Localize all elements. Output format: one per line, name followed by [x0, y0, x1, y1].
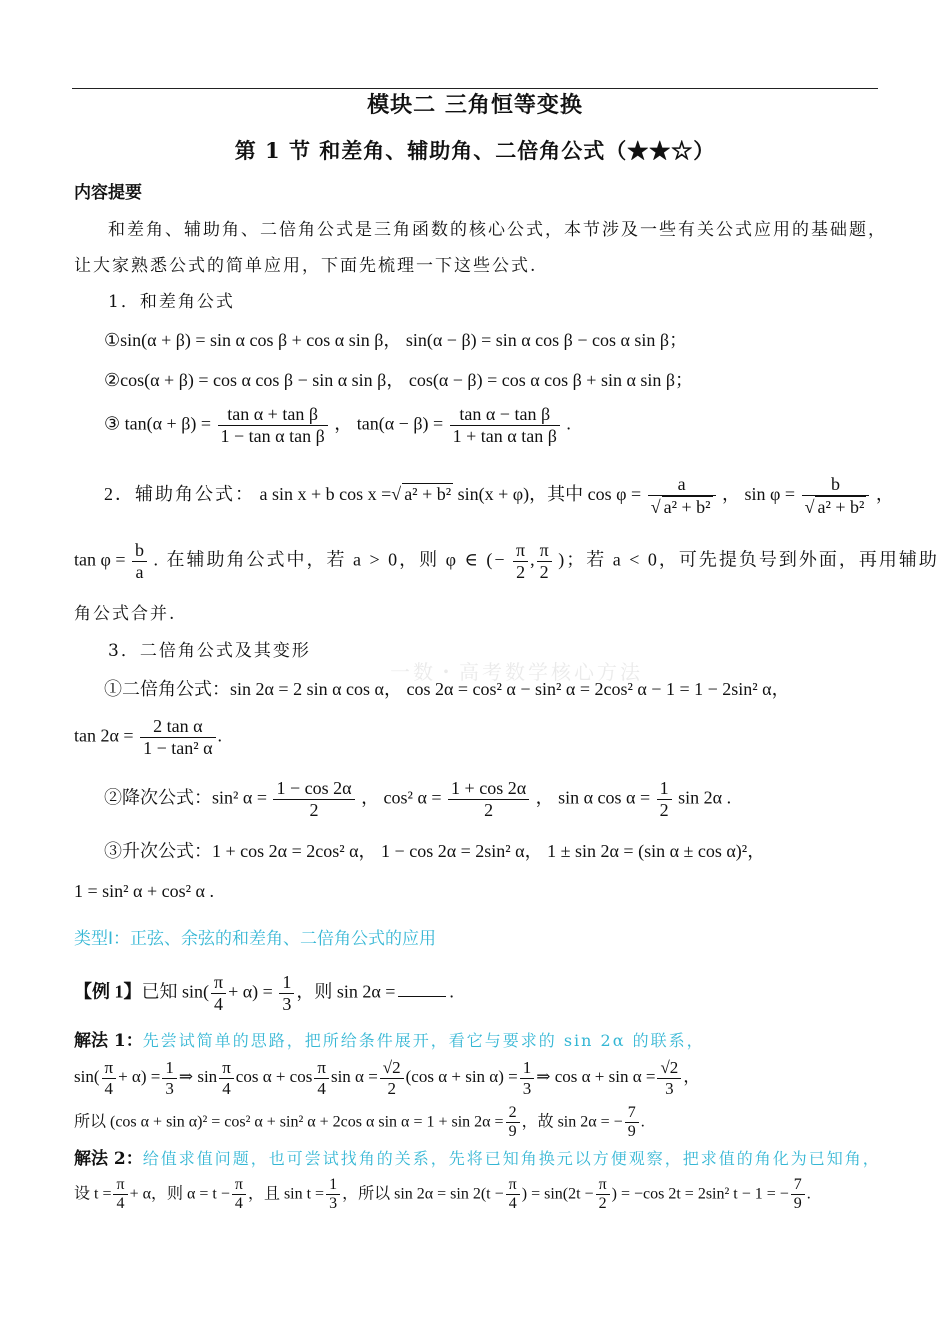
formula-tan-sum-lhs: ③ tan(α + β) = [104, 413, 212, 434]
pi-over-two-fraction [596, 1176, 610, 1214]
pi-over-four-fraction [102, 1058, 117, 1098]
pi-over-four-fraction [506, 1176, 520, 1214]
fraction-numerator: π [219, 1058, 234, 1079]
math-text: + α，则 α = t − [129, 1185, 230, 1203]
fraction-denominator: 3 [282, 993, 292, 1014]
aux-formula: a sin x + b cos x = [259, 483, 392, 504]
aux-comma: ， [875, 483, 894, 504]
solution1-header [74, 1031, 880, 1051]
fraction-numerator: 2 [506, 1104, 520, 1123]
fraction-denominator: 4 [508, 1195, 517, 1213]
pythagorean-identity: 1 = sin² α + cos² α . [74, 881, 214, 901]
formula-end: . [806, 1185, 811, 1203]
math-text: ，故 sin 2α = − [521, 1113, 623, 1131]
sum-diff-formula-2 [104, 370, 910, 392]
fraction-numerator: 1 + cos 2α [448, 778, 529, 800]
formula-end: . [566, 413, 571, 434]
fraction-numerator: √2 [657, 1058, 681, 1079]
aux-tan-line: tan φ = $\frac{b}{a}$ . 在辅助角公式中，若 a > 0，则 φ ∈ (− $\frac{\pi}{2}$ , $\frac{\pi}{2}$ )；若 a < 0，可先提负号到外面，再用辅助 [74, 540, 939, 582]
solution1-line2 [74, 1058, 880, 1098]
math-text: sin α = [330, 1066, 378, 1086]
cos-square-fraction [448, 778, 529, 820]
tan-phi-fraction [132, 540, 147, 582]
fraction-numerator: a [648, 474, 716, 496]
fraction-denominator: 1 − tan² α [143, 737, 213, 758]
cos-phi-fraction [648, 474, 716, 517]
fraction-numerator: π [102, 1058, 117, 1079]
math-text: + α) = [118, 1066, 161, 1086]
sum-diff-heading: 1．和差角公式 [108, 292, 235, 312]
math-text: sin( [74, 1066, 100, 1086]
fraction-denominator: √ a² + b² [650, 496, 711, 517]
fraction-numerator: π [596, 1176, 610, 1195]
tan-double-fraction [140, 716, 215, 758]
tan-phi-lhs: tan φ = [74, 549, 126, 570]
math-text: ，所以 sin 2α = sin 2(t − [342, 1185, 504, 1203]
fraction-numerator: b [132, 540, 147, 562]
sqrt2-over-three-fraction [657, 1058, 681, 1098]
fraction-numerator: b [802, 474, 870, 496]
sin-phi-fraction [802, 474, 870, 517]
seven-ninths-fraction [625, 1104, 639, 1142]
double-formula-1: ①二倍角公式：sin 2α = 2 sin α cos α， cos 2α = cos² α − sin² α = 2cos² α − 1 = 1 − 2sin² α， [104, 679, 790, 699]
module-title: 模块二 三角恒等变换 [367, 92, 583, 118]
fraction-numerator: π [113, 1176, 127, 1195]
pi-over-four-fraction [113, 1176, 127, 1214]
formula-tan-sum-fraction [218, 404, 328, 446]
pi-over-two-fraction [513, 540, 528, 582]
fraction-denominator: 2 [539, 561, 549, 582]
half-fraction [657, 778, 672, 820]
solution2-header [74, 1149, 880, 1169]
math-text: ⇒ sin [178, 1066, 218, 1086]
one-third-fraction [279, 972, 294, 1014]
fraction-numerator: 7 [625, 1104, 639, 1123]
example-text: + α) = [228, 981, 273, 1002]
example-1 [74, 972, 880, 1014]
fraction-denominator: 9 [627, 1123, 636, 1141]
fraction-denominator: 9 [793, 1195, 802, 1213]
sin-cos-lhs: ， sin α cos α = [535, 787, 651, 808]
solution2-line2 [74, 1176, 880, 1214]
fraction-numerator: 1 [520, 1058, 535, 1079]
cos-square-lhs: ， cos² α = [361, 787, 442, 808]
math-text: 所以 (cos α + sin α)² = cos² α + sin² α + 2cos α sin α = 1 + sin 2α = [74, 1113, 504, 1131]
fraction-numerator: 7 [791, 1176, 805, 1195]
fraction-denominator: 1 − tan α tan β [220, 425, 325, 446]
math-text: ，且 sin t = [247, 1185, 325, 1203]
double-tan-line [74, 716, 880, 758]
fraction-numerator: tan α − tan β [450, 404, 560, 426]
sin-square-fraction [273, 778, 354, 820]
fraction-numerator: 1 [657, 778, 672, 800]
solution2-label: 解法 2： [74, 1149, 143, 1169]
double-heading: 3．二倍角公式及其变形 [108, 641, 311, 661]
math-text: (cos α + sin α) = [405, 1066, 518, 1086]
formula-tan-diff-lhs: ， tan(α − β) = [334, 413, 444, 434]
formula-cos-diff: cos(α − β) = cos α cos β + sin α sin β； [408, 370, 694, 390]
example-label: 【例 1】 [74, 981, 142, 1002]
sqrt-body: a² + b² [404, 483, 452, 504]
watermark: 一数・高考数学核心方法 [390, 660, 643, 684]
solution1-line3 [74, 1104, 880, 1142]
solution1-label: 解法 1： [74, 1031, 143, 1051]
formula-end: . [217, 725, 223, 746]
pi-over-four-fraction [219, 1058, 234, 1098]
fraction-numerator: 2 tan α [140, 716, 215, 738]
formula-sin-sum: ①sin(α + β) = sin α cos β + cos α sin β， [104, 330, 402, 350]
formula-end: . [640, 1113, 645, 1131]
fraction-denominator: 4 [214, 993, 224, 1014]
fraction-numerator: tan α + tan β [218, 404, 328, 426]
fraction-numerator: 1 [326, 1176, 340, 1195]
formula-tan-diff-fraction [450, 404, 560, 446]
aux-text-mid: . 在辅助角公式中，若 a > 0，则 φ ∈ (− [153, 549, 507, 570]
fraction-denominator: 2 [516, 561, 526, 582]
fraction-denominator: 4 [317, 1078, 326, 1098]
aux-text-end: )；若 a < 0，可先提负号到外面，再用辅助 [558, 549, 939, 570]
fraction-numerator: √2 [380, 1058, 404, 1079]
solution1-hint: 先尝试简单的思路，把所给条件展开，看它与要求的 sin 2α 的联系， [142, 1031, 705, 1050]
example-text: ，则 sin 2α = [296, 981, 396, 1002]
fraction-denominator: 2 [659, 799, 669, 820]
pi-over-four-fraction [211, 972, 226, 1014]
one-third-fraction [162, 1058, 177, 1098]
one-third-fraction [520, 1058, 535, 1098]
example-text: 已知 sin( [141, 981, 209, 1002]
seven-ninths-fraction [791, 1176, 805, 1214]
fraction-denominator: 4 [116, 1195, 125, 1213]
aux-heading: 2．辅助角公式： [104, 483, 255, 504]
fraction-denominator: 2 [387, 1078, 396, 1098]
fraction-denominator: 4 [222, 1078, 231, 1098]
fraction-numerator: π [513, 540, 528, 562]
pi-over-two-fraction [537, 540, 552, 582]
fraction-numerator: 1 − cos 2α [273, 778, 354, 800]
fraction-denominator: 2 [598, 1195, 607, 1213]
aux-formula-line [104, 474, 910, 517]
aux-line-3: 角公式合并. [74, 604, 177, 624]
fraction-denominator: 4 [234, 1195, 243, 1213]
fraction-denominator: 2 [309, 799, 319, 820]
header-rule [72, 88, 878, 89]
fraction-denominator: 1 + tan α tan β [452, 425, 557, 446]
formula-end: . [449, 981, 454, 1002]
fraction-denominator: 4 [104, 1078, 114, 1098]
math-text: ⇒ cos α + sin α = [536, 1066, 656, 1086]
fraction-numerator: 1 [279, 972, 294, 994]
fraction-denominator: 2 [484, 799, 494, 820]
math-text: ， [683, 1066, 701, 1086]
tan-double-lhs: tan 2α = [74, 725, 134, 746]
power-reduction-line [104, 778, 910, 820]
fraction-denominator: 3 [522, 1078, 532, 1098]
fraction-numerator: π [232, 1176, 246, 1195]
one-third-fraction [326, 1176, 340, 1214]
fraction-denominator: 3 [165, 1078, 174, 1098]
math-text: ) = sin(2t − [521, 1185, 594, 1203]
fraction-numerator: π [211, 972, 226, 994]
formula-sin-diff: sin(α − β) = sin α cos β − cos α sin β； [405, 330, 688, 350]
power-raising-line: ③升次公式：1 + cos 2α = 2cos² α， 1 − cos 2α = 2sin² α， 1 ± sin 2α = (sin α ± cos α)²， [104, 841, 766, 861]
answer-blank[interactable] [398, 996, 446, 997]
formula-end: sin 2α . [678, 787, 732, 808]
formula-cos-sum: ②cos(α + β) = cos α cos β − sin α sin β， [104, 370, 405, 390]
sum-diff-formula-3 [104, 404, 910, 446]
power-reduction-lead: ②降次公式：sin² α = [104, 787, 267, 808]
fraction-numerator: π [314, 1058, 329, 1079]
math-text: cos α + cos [235, 1066, 313, 1086]
fraction-numerator: 1 [162, 1058, 177, 1079]
fraction-denominator: √ a² + b² [804, 496, 865, 517]
two-ninths-fraction [506, 1104, 520, 1142]
math-text: ) = −cos 2t = 2sin² t − 1 = − [611, 1185, 789, 1203]
fraction-numerator: π [506, 1176, 520, 1195]
fraction-numerator: π [537, 540, 552, 562]
fraction-denominator: 3 [665, 1078, 674, 1098]
type1-heading: 类型Ⅰ：正弦、余弦的和差角、二倍角公式的应用 [74, 929, 437, 949]
sin-phi-lhs: ， sin φ = [722, 483, 796, 504]
aux-formula-tail: sin(x + φ)，其中 cos φ = [457, 483, 642, 504]
fraction-denominator: 9 [508, 1123, 517, 1141]
solution2-hint: 给值求值问题，也可尝试找角的关系，先将已知角换元以方便观察，把求值的角化为已知角， [142, 1149, 881, 1168]
math-text: 设 t = [74, 1185, 112, 1203]
intro-line-1: 和差角、辅助角、二倍角公式是三角函数的核心公式，本节涉及一些有关公式应用的基础题， [108, 220, 887, 240]
fraction-denominator: 3 [329, 1195, 338, 1213]
sum-diff-formula-1 [104, 330, 910, 352]
sqrt2-over-two-fraction [380, 1058, 404, 1098]
fraction-denominator: a [135, 561, 144, 582]
pi-over-four-fraction [314, 1058, 329, 1098]
section-title: 第 1 节 和差角、辅助角、二倍角公式（★★☆） [234, 138, 716, 163]
sqrt-sign: √ [391, 483, 402, 504]
summary-heading: 内容提要 [74, 183, 142, 203]
intro-line-2: 让大家熟悉公式的简单应用，下面先梳理一下这些公式. [74, 256, 538, 276]
pi-over-four-fraction [232, 1176, 246, 1214]
